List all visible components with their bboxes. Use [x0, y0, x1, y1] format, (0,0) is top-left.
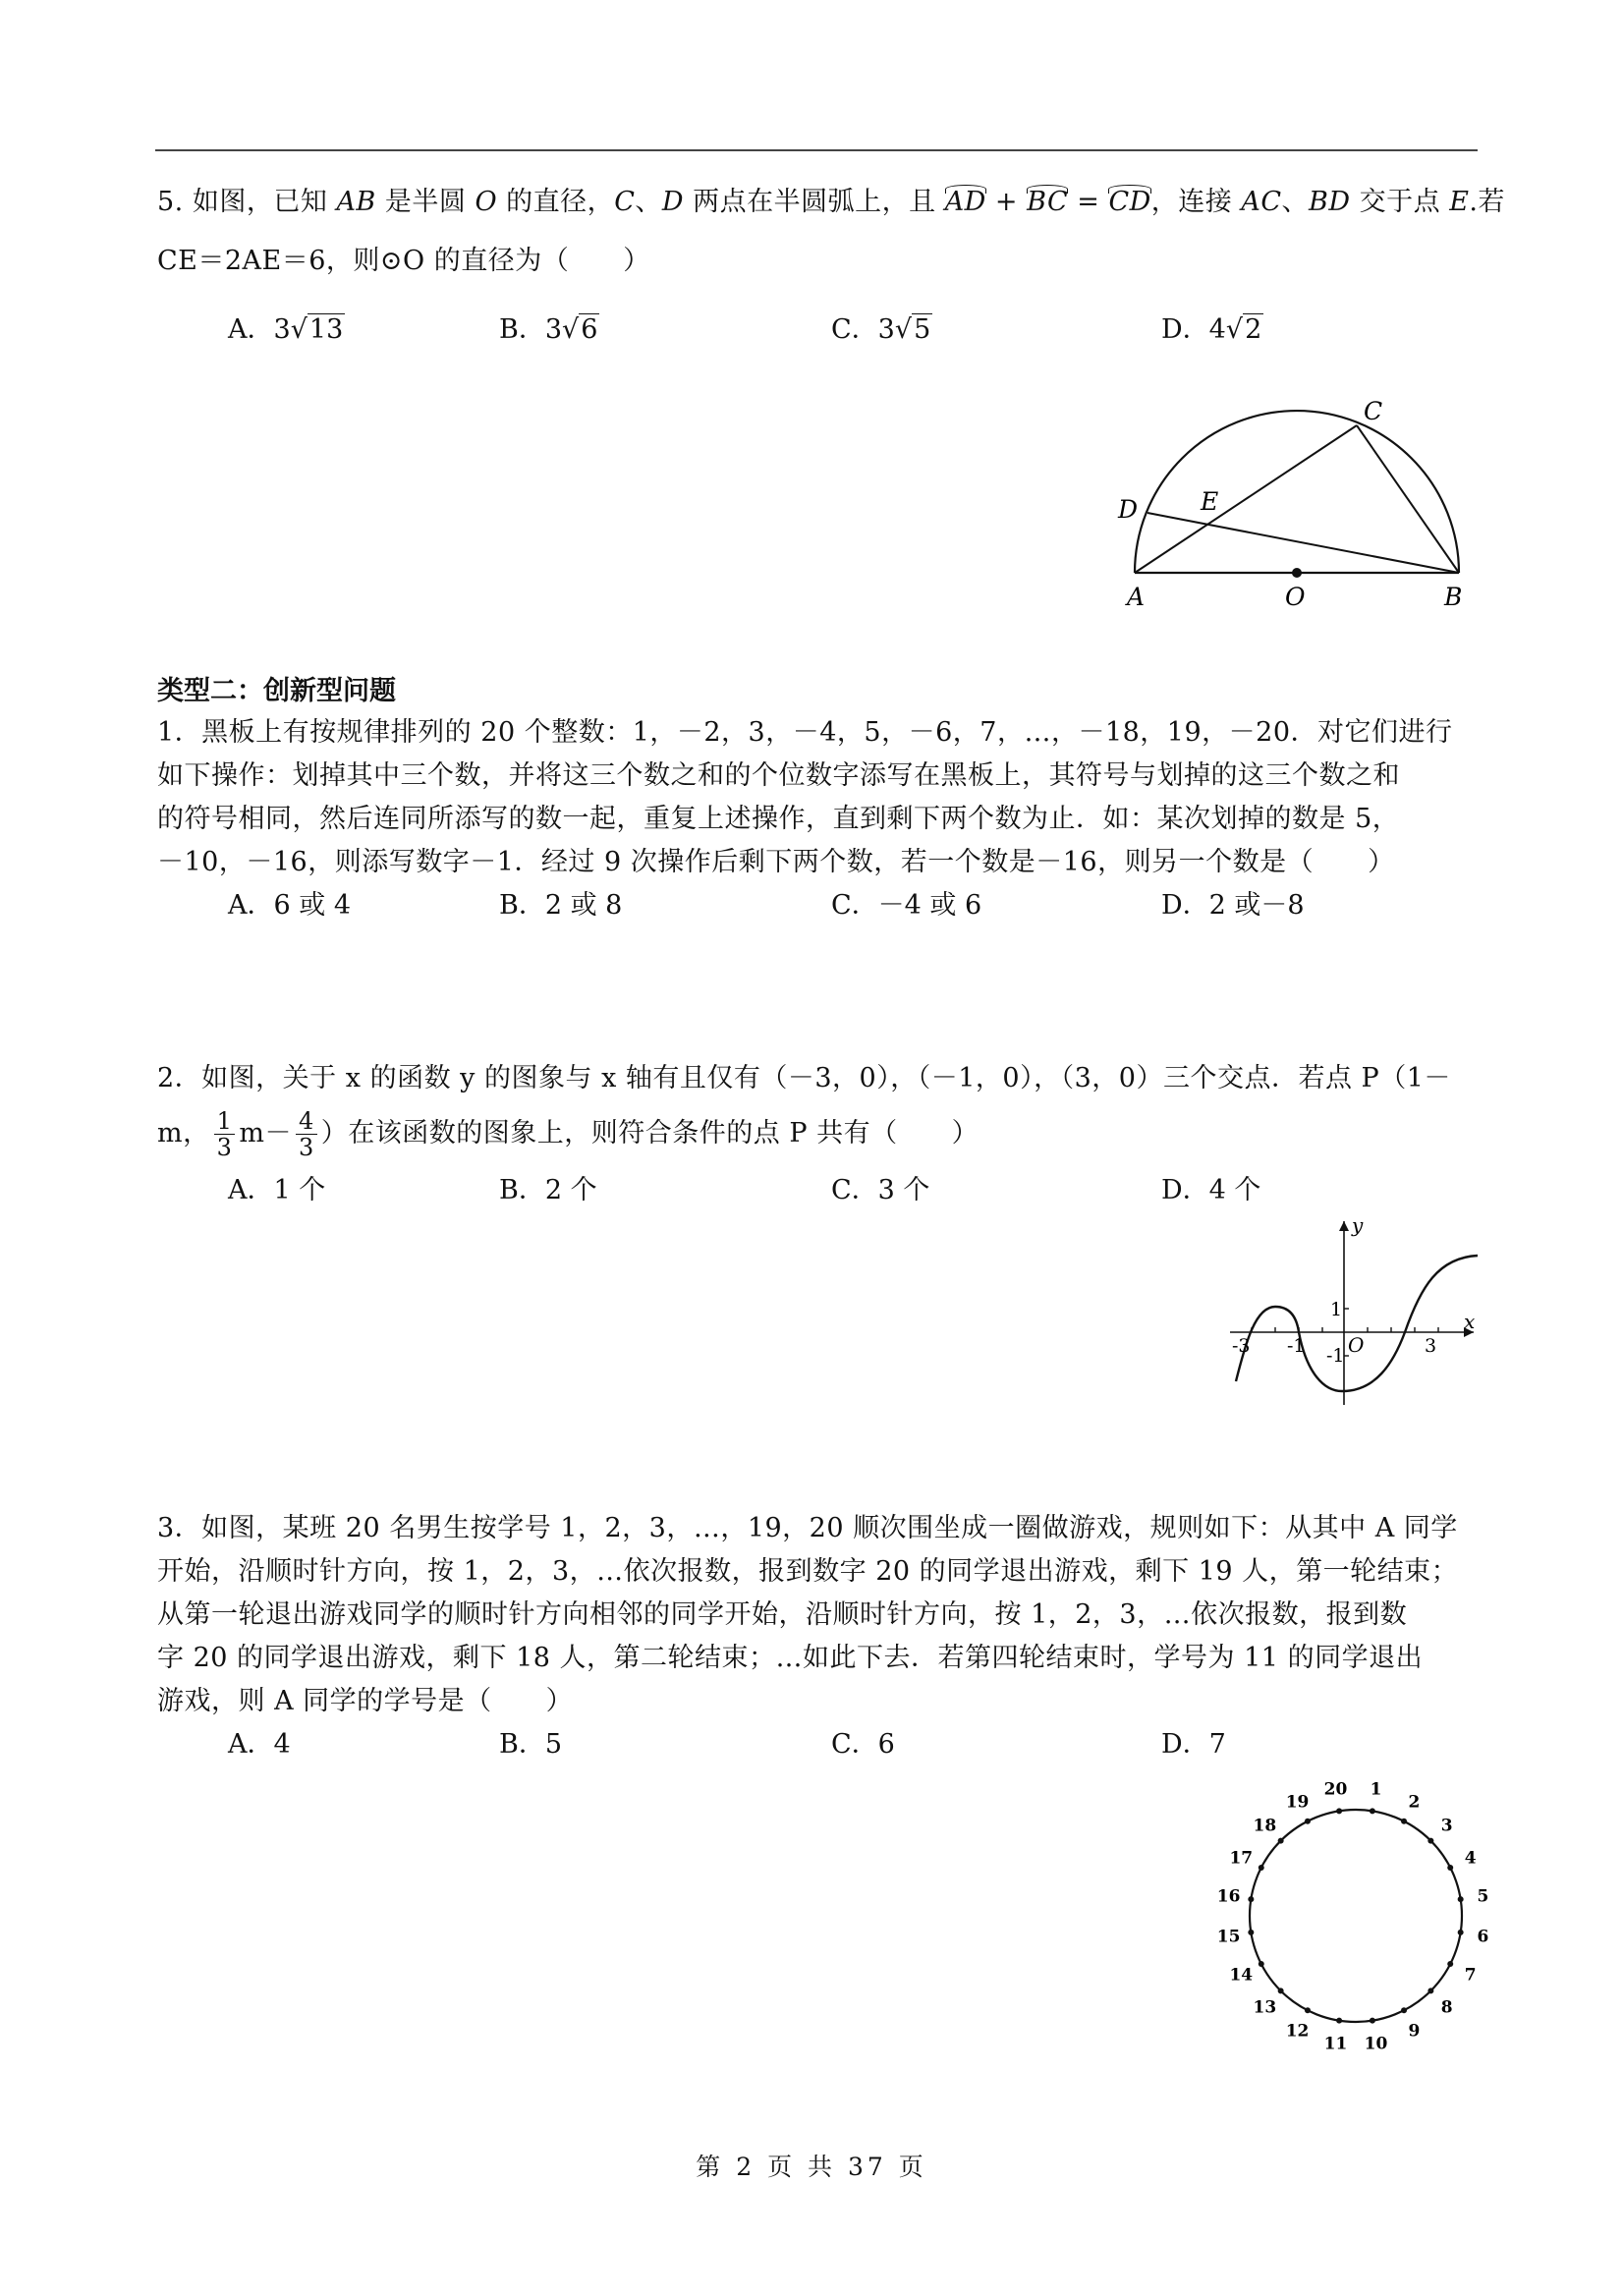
- chord-bd: [1147, 513, 1459, 573]
- q5-option-b[interactable]: B．3√6: [499, 314, 598, 345]
- seat-number: 1: [1370, 1779, 1382, 1800]
- q5-option-c[interactable]: C．3√5: [831, 314, 931, 345]
- seat-dot: [1458, 1896, 1464, 1902]
- q1-option-b[interactable]: B．2 或 8: [499, 890, 623, 921]
- q2-option-a[interactable]: A．1 个: [228, 1175, 326, 1205]
- x-label: x: [1464, 1310, 1476, 1333]
- seat-number: 16: [1216, 1886, 1241, 1907]
- seat-dot: [1248, 1896, 1254, 1902]
- label-c: C: [1364, 397, 1383, 425]
- q2-option-c[interactable]: C．3 个: [831, 1175, 930, 1205]
- q3-line-2: 开始，沿顺时针方向，按 1，2，3，…依次报数，报到数字 20 的同学退出游戏，剩下 19 人，第一轮结束；: [157, 1556, 1459, 1587]
- semicircle-arc: [1135, 411, 1459, 573]
- seat-number: 6: [1477, 1927, 1489, 1947]
- chord-bc: [1357, 425, 1459, 573]
- seat-number: 17: [1229, 1848, 1254, 1869]
- seat-dot: [1447, 1865, 1453, 1871]
- seat-number: 7: [1464, 1965, 1477, 1986]
- seat-dot: [1427, 1838, 1433, 1844]
- seat-dot: [1370, 1808, 1375, 1814]
- label-b: B: [1444, 583, 1463, 611]
- seat-number: 18: [1253, 1816, 1277, 1836]
- q2-line-2: m， $\frac{1}{3}$ m－ $\frac{4}{3}$ ）在该函数的图象上，则符合条件的点 P 共有（ ）: [157, 1107, 979, 1161]
- q2-option-d[interactable]: D．4 个: [1161, 1175, 1261, 1205]
- seat-number: 11: [1323, 2034, 1348, 2054]
- seating-circle-figure: [1218, 1778, 1493, 2053]
- semicircle-figure: [1110, 393, 1483, 619]
- seat-dot: [1336, 2018, 1342, 2024]
- section-heading: 类型二：创新型问题: [157, 676, 396, 706]
- seat-dot: [1336, 1808, 1342, 1814]
- seat-number: 5: [1477, 1886, 1489, 1907]
- seat-dot: [1278, 1988, 1284, 1993]
- seat-number: 9: [1408, 2021, 1421, 2042]
- q3-option-d[interactable]: D．7: [1161, 1729, 1226, 1760]
- seat-dot: [1278, 1838, 1284, 1844]
- q2-line-1: 2．如图，关于 x 的函数 y 的图象与 x 轴有且仅有（－3，0），（－1，0），（3，0）三个交点．若点 P（1－: [157, 1063, 1451, 1093]
- seat-dot: [1401, 2007, 1407, 2013]
- tick-label-neg1-y: -1: [1326, 1345, 1345, 1367]
- q5-option-d[interactable]: D．4√2: [1161, 314, 1262, 345]
- seat-dot: [1248, 1930, 1254, 1935]
- fraction-one-third: $\frac{1}{3}$: [214, 1108, 236, 1160]
- tick-label-neg3: -3: [1232, 1335, 1251, 1357]
- arc-cd: CD: [1108, 183, 1150, 222]
- seat-number: 19: [1285, 1792, 1310, 1813]
- q3-line-4: 字 20 的同学退出游戏，剩下 18 人，第二轮结束；…如此下去．若第四轮结束时，学号为 11 的同学退出: [157, 1643, 1424, 1673]
- seat-dot: [1305, 2007, 1311, 2013]
- label-o: O: [1285, 583, 1306, 611]
- seat-dot: [1259, 1865, 1264, 1871]
- seat-number: 2: [1408, 1792, 1421, 1813]
- q1-option-a[interactable]: A．6 或 4: [228, 890, 352, 921]
- q1-line-3: 的符号相同，然后连同所添写的数一起，重复上述操作，直到剩下两个数为止．如：某次划掉的数是 5，: [157, 804, 1400, 834]
- q5-option-a[interactable]: A．3√13: [228, 314, 344, 345]
- seat-number: 12: [1285, 2021, 1310, 2042]
- arc-ad: AD: [945, 183, 986, 222]
- q1-line-1: 1．黑板上有按规律排列的 20 个整数：1，－2，3，－4，5，－6，7，…，－18，19，－20．对它们进行: [157, 717, 1453, 748]
- tick-label-1: 1: [1330, 1299, 1343, 1320]
- seat-number: 3: [1440, 1816, 1453, 1836]
- q2-option-b[interactable]: B．2 个: [499, 1175, 597, 1205]
- tick-label-3: 3: [1425, 1335, 1437, 1357]
- function-curve: [1236, 1256, 1478, 1391]
- q3-option-b[interactable]: B．5: [499, 1729, 563, 1760]
- q1-option-c[interactable]: C．－4 或 6: [831, 890, 982, 921]
- center-dot: [1292, 568, 1302, 578]
- seat-dot: [1458, 1930, 1464, 1935]
- chord-ac: [1135, 425, 1357, 573]
- y-axis-arrow-icon: [1339, 1221, 1349, 1231]
- y-label: y: [1352, 1213, 1364, 1237]
- q3-option-a[interactable]: A．4: [228, 1729, 291, 1760]
- seat-dot: [1427, 1988, 1433, 1993]
- page-footer: 第 2 页 共 37 页: [696, 2153, 927, 2181]
- seat-number: 4: [1464, 1848, 1477, 1869]
- label-a: A: [1127, 583, 1146, 611]
- seat-dot: [1370, 2018, 1375, 2024]
- q1-line-4: －10，－16，则添写数字－1．经过 9 次操作后剩下两个数，若一个数是－16，则另一个数是（ ）: [157, 847, 1395, 877]
- seat-dot: [1305, 1819, 1311, 1824]
- q3-line-5: 游戏，则 A 同学的学号是（ ）: [157, 1686, 574, 1716]
- q3-line-1: 3．如图，某班 20 名男生按学号 1，2，3，…，19，20 顺次围坐成一圈做游戏，规则如下：从其中 A 同学: [157, 1513, 1458, 1543]
- label-e: E: [1201, 487, 1219, 516]
- q1-line-2: 如下操作：划掉其中三个数，并将这三个数之和的个位数字添写在黑板上，其符号与划掉的这三个数之和: [157, 760, 1400, 791]
- seat-number: 13: [1253, 1997, 1277, 2018]
- q3-line-3: 从第一轮退出游戏同学的顺时针方向相邻的同学开始，沿顺时针方向，按 1，2，3，…依次报数，报到数: [157, 1599, 1408, 1630]
- seat-number: 14: [1229, 1965, 1254, 1986]
- seat-number: 8: [1440, 1997, 1453, 2018]
- header-rule: [155, 149, 1478, 151]
- q5-line-2: CE＝2AE＝6，则⊙O 的直径为（ ）: [157, 246, 650, 276]
- q5-line-1: 5. 如图，已知 AB 是半圆 O 的直径，C、D 两点在半圆弧上，且 AD + BC = CD，连接 AC、BD 交于点 E.若: [157, 183, 1505, 222]
- seat-dot: [1401, 1819, 1407, 1824]
- seat-dot: [1447, 1961, 1453, 1967]
- origin-label: O: [1348, 1333, 1365, 1357]
- seat-number: 20: [1323, 1779, 1348, 1800]
- q1-option-d[interactable]: D．2 或－8: [1161, 890, 1305, 921]
- label-d: D: [1118, 495, 1139, 524]
- tick-label-neg1-x: -1: [1287, 1335, 1306, 1357]
- seat-number: 15: [1216, 1927, 1241, 1947]
- function-graph: [1228, 1213, 1483, 1413]
- seat-number: 10: [1364, 2034, 1388, 2054]
- q3-option-c[interactable]: C．6: [831, 1729, 895, 1760]
- fraction-four-thirds: $\frac{4}{3}$: [296, 1108, 317, 1160]
- arc-bc: BC: [1027, 183, 1068, 222]
- seat-dot: [1259, 1961, 1264, 1967]
